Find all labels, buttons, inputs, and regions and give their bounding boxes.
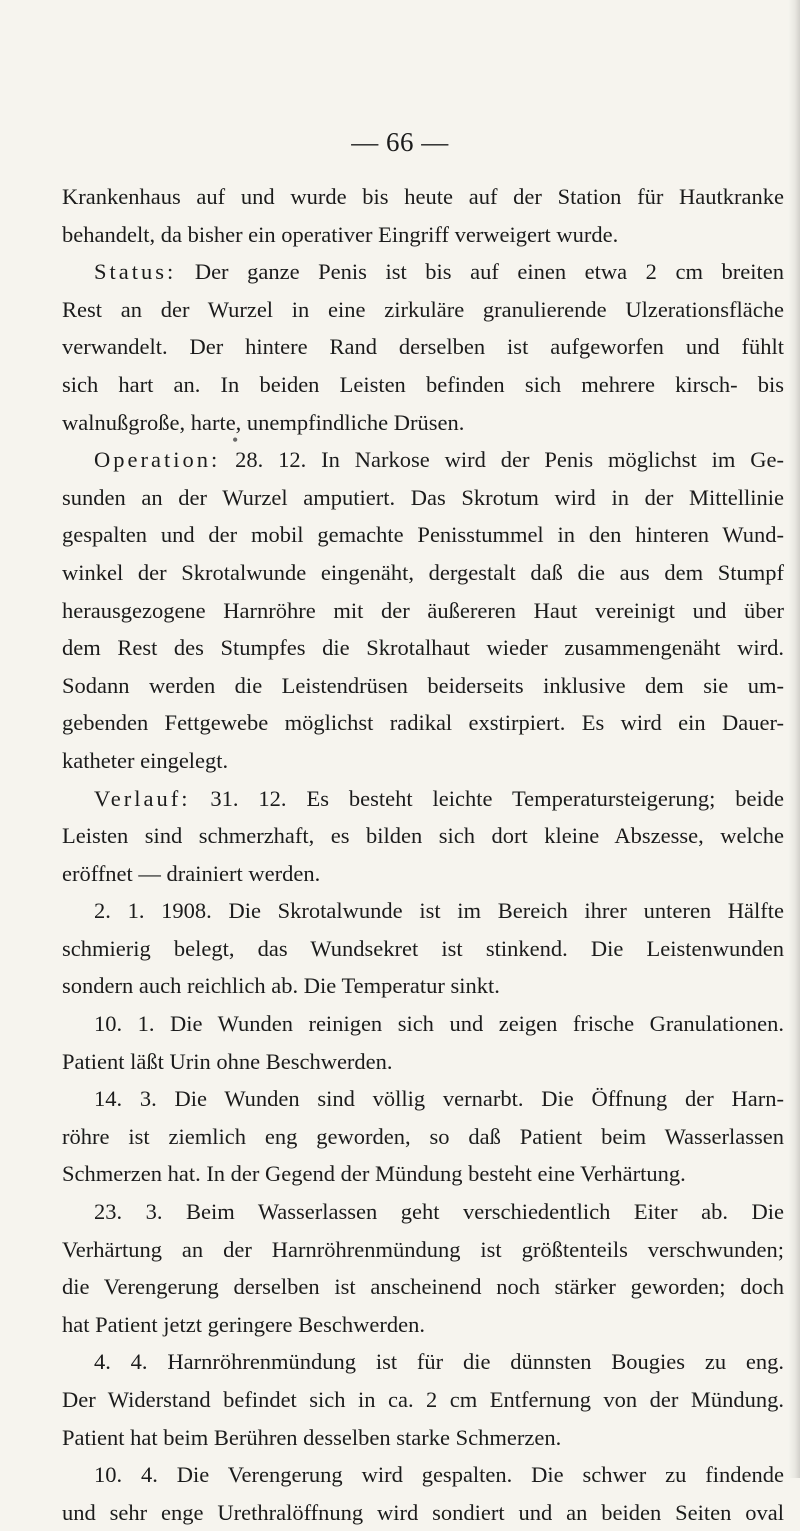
text-line: und sehr enge Urethralöffnung wird sondiert und an beiden Seiten oval xyxy=(62,1499,784,1525)
text-line: verwandelt. Der hintere Rand derselben ist aufgeworfen und fühlt xyxy=(62,334,784,360)
text-line: 23. 3. Beim Wasserlassen geht verschiedentlich Eiter ab. Die xyxy=(94,1199,784,1225)
verlauf-label: Verlauf: xyxy=(94,785,191,811)
text-line: gebenden Fettgewebe möglichst radikal exstirpiert. Es wird ein Dauer- xyxy=(62,710,784,736)
text-line: Leisten sind schmerzhaft, es bilden sich dort kleine Abszesse, welche xyxy=(62,823,784,849)
text-line: winkel der Skrotalwunde eingenäht, dergestalt daß die aus dem Stumpf xyxy=(62,559,784,585)
text-line: Krankenhaus auf und wurde bis heute auf der Station für Hautkranke xyxy=(62,184,784,209)
text-line: herausgezogene Harnröhre mit der äußereren Haut vereinigt und über xyxy=(62,597,784,623)
text-line: Der Widerstand befindet sich in ca. 2 cm Entfernung von der Mündung. xyxy=(62,1387,784,1412)
text-line: Schmerzen hat. In der Gegend der Mündung besteht eine Verhärtung. xyxy=(62,1161,686,1187)
text-line: Rest an der Wurzel in eine zirkuläre granulierende Ulzerationsfläche xyxy=(62,296,784,322)
text-line-rest: 28. 12. In Narkose wird der Penis möglichst im Ge- xyxy=(220,447,784,473)
text-line xyxy=(62,780,784,818)
text-line xyxy=(62,441,784,479)
text-line: eröffnet — drainiert werden. xyxy=(62,860,321,886)
status-label: Status: xyxy=(94,259,177,285)
text-line: die Verengerung derselben ist anscheinend noch stärker geworden; doch xyxy=(62,1274,784,1300)
text-line: 10. 4. Die Verengerung wird gespalten. Die schwer zu findende xyxy=(94,1462,784,1488)
text-line xyxy=(62,253,784,291)
text-line-rest: 31. 12. Es besteht leichte Temperatursteigerung; beide xyxy=(190,785,784,811)
stray-dot-mark: • xyxy=(232,430,239,450)
text-line: sondern auch reichlich ab. Die Temperatur sinkt. xyxy=(62,973,500,999)
text-line: dem Rest des Stumpfes die Skrotalhaut wieder zusammengenäht wird. xyxy=(62,635,784,661)
text-line: 2. 1. 1908. Die Skrotalwunde ist im Bereich ihrer unteren Hälfte xyxy=(94,898,784,924)
text-line: walnußgroße, harte, unempfindliche Drüsen. xyxy=(62,409,465,435)
text-line: sunden an der Wurzel amputiert. Das Skrotum wird in der Mittellinie xyxy=(62,484,784,510)
text-line: Sodann werden die Leistendrüsen beiderseits inklusive dem sie um- xyxy=(62,672,784,698)
body-text xyxy=(62,178,784,1531)
page-edge-shadow xyxy=(788,0,800,1478)
operation-label: Operation: xyxy=(94,447,221,473)
text-line: katheter eingelegt. xyxy=(62,747,229,773)
text-line: Patient läßt Urin ohne Beschwerden. xyxy=(62,1048,393,1074)
text-line: 4. 4. Harnröhrenmündung ist für die dünnsten Bougies zu eng. xyxy=(94,1349,784,1375)
page-number: — 66 — xyxy=(351,127,449,157)
text-line: sich hart an. In beiden Leisten befinden sich mehrere kirsch- bis xyxy=(62,371,784,397)
text-line: behandelt, da bisher ein operativer Eingriff verweigert wurde. xyxy=(62,221,619,247)
text-line: gespalten und der mobil gemachte Penisstummel in den hinteren Wund- xyxy=(62,522,784,548)
text-line: 10. 1. Die Wunden reinigen sich und zeigen frische Granulationen. xyxy=(94,1011,784,1037)
text-line-rest: Der ganze Penis ist bis auf einen etwa 2 cm breiten xyxy=(176,259,784,285)
text-line: schmierig belegt, das Wundsekret ist stinkend. Die Leistenwunden xyxy=(62,935,784,961)
text-line: hat Patient jetzt geringere Beschwerden. xyxy=(62,1311,425,1337)
text-line: röhre ist ziemlich eng geworden, so daß Patient beim Wasserlassen xyxy=(62,1123,784,1149)
text-line: Verhärtung an der Harnröhrenmündung ist größtenteils verschwunden; xyxy=(62,1236,784,1262)
text-line: 14. 3. Die Wunden sind völlig vernarbt. Die Öffnung der Harn- xyxy=(94,1086,784,1112)
text-line: Patient hat beim Berühren desselben starke Schmerzen. xyxy=(62,1424,562,1450)
